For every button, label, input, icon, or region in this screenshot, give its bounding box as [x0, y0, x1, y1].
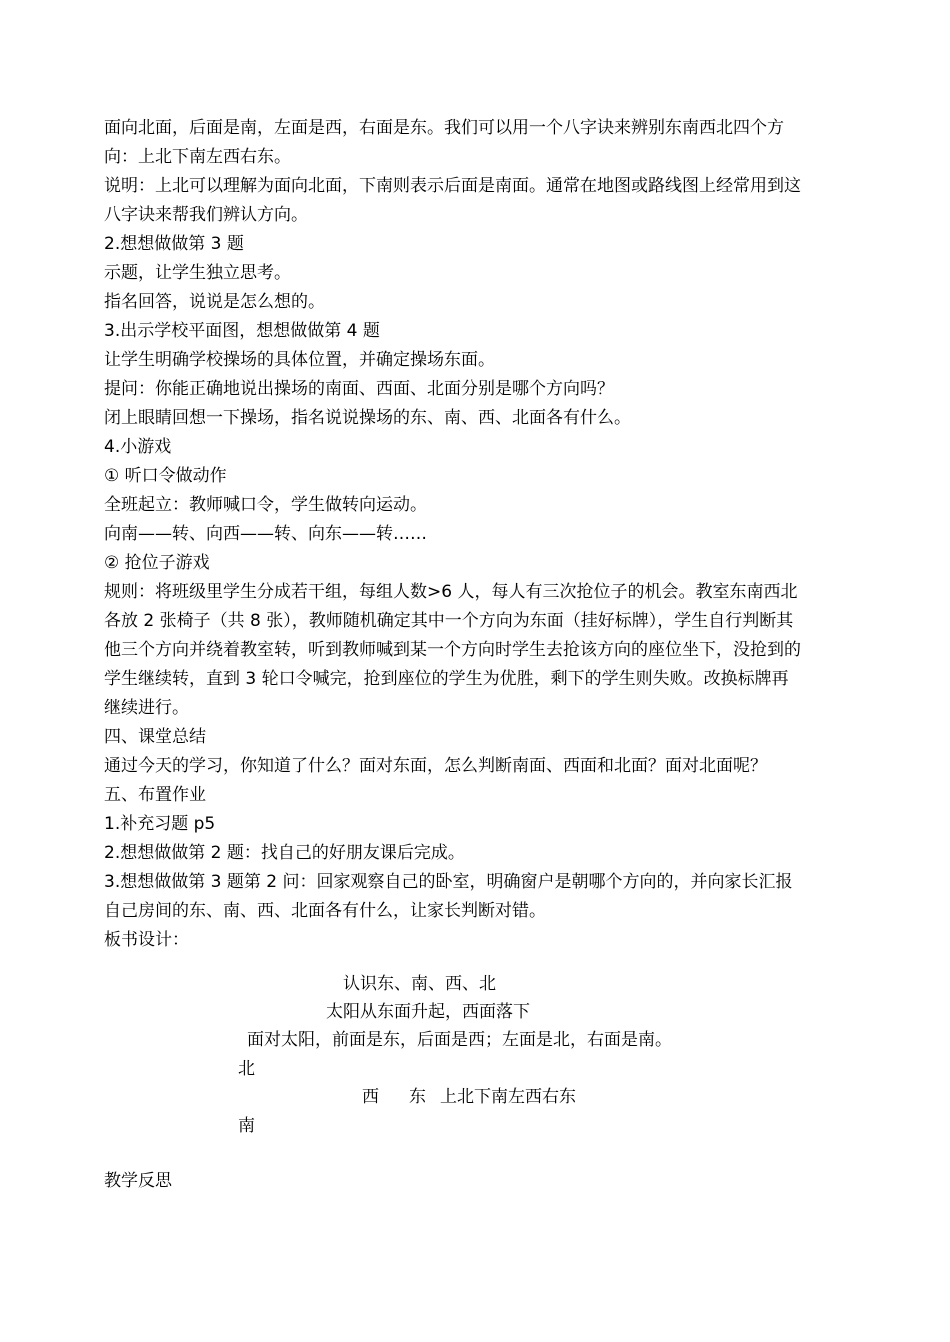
- direction-south: 南: [238, 1116, 255, 1136]
- paragraph: 向南——转、向西——转、向东——转……: [104, 524, 427, 544]
- paragraph: 板书设计：: [104, 930, 189, 950]
- section-heading: 五、布置作业: [104, 785, 206, 805]
- paragraph: 全班起立：教师喊口令，学生做转向运动。: [104, 495, 427, 515]
- paragraph: ① 听口令做动作: [104, 466, 227, 486]
- body-text: [104, 114, 804, 955]
- paragraph: 指名回答，说说是怎么想的。: [104, 292, 325, 312]
- direction-east: 东: [409, 1087, 426, 1107]
- paragraph: 4.小游戏: [104, 437, 172, 457]
- paragraph: 3.想想做做第 3 题第 2 问：回家观察自己的卧室，明确窗户是朝哪个方向的，并向家长汇报自己房间的东、南、西、北面各有什么，让家长判断对错。: [104, 872, 793, 921]
- paragraph: 2.想想做做第 2 题：找自己的好朋友课后完成。: [104, 843, 465, 863]
- paragraph: 1.补充习题 p5: [104, 814, 216, 834]
- mnemonic: 上北下南左西右东: [440, 1087, 576, 1107]
- paragraph: 说明：上北可以理解为面向北面，下南则表示后面是南面。通常在地图或路线图上经常用到这八字诀来帮我们辨认方向。: [104, 176, 801, 225]
- direction-north: 北: [238, 1059, 255, 1079]
- paragraph: 闭上眼睛回想一下操场，指名说说操场的东、南、西、北面各有什么。: [104, 408, 631, 428]
- paragraph: 3.出示学校平面图，想想做做第 4 题: [104, 321, 380, 341]
- direction-west: 西: [362, 1087, 379, 1107]
- paragraph: 规则：将班级里学生分成若干组，每组人数>6 人，每人有三次抢位子的机会。教室东南西北各放 2 张椅子（共 8 张），教师随机确定其中一个方向为东面（挂好标牌），学生自行判断其他三个方向并绕着教室转，听到教师喊到某一个方向时学生去抢该方向的座位坐下，没抢到的学生继续转，直到 3 轮口令喊完，抢到座位的学生为优胜，剩下的学生则失败。改换标牌再继续进行。: [104, 582, 801, 718]
- paragraph: ② 抢位子游戏: [104, 553, 210, 573]
- board-line: 太阳从东面升起，西面落下: [326, 1002, 530, 1022]
- paragraph: 通过今天的学习，你知道了什么？面对东面，怎么判断南面、西面和北面？面对北面呢？: [104, 756, 767, 776]
- paragraph: 让学生明确学校操场的具体位置，并确定操场东面。: [104, 350, 495, 370]
- paragraph: 提问：你能正确地说出操场的南面、西面、北面分别是哪个方向吗？: [104, 379, 614, 399]
- paragraph: 示题，让学生独立思考。: [104, 263, 291, 283]
- paragraph: 面向北面，后面是南，左面是西，右面是东。我们可以用一个八字诀来辨别东南西北四个方向：上北下南左西右东。: [104, 118, 784, 167]
- section-heading: 四、课堂总结: [104, 727, 206, 747]
- paragraph: 2.想想做做第 3 题: [104, 234, 244, 254]
- board-title: 认识东、南、西、北: [343, 974, 496, 994]
- reflection-heading: 教学反思: [104, 1171, 172, 1191]
- board-line: 面对太阳，前面是东，后面是西；左面是北，右面是南。: [247, 1030, 672, 1050]
